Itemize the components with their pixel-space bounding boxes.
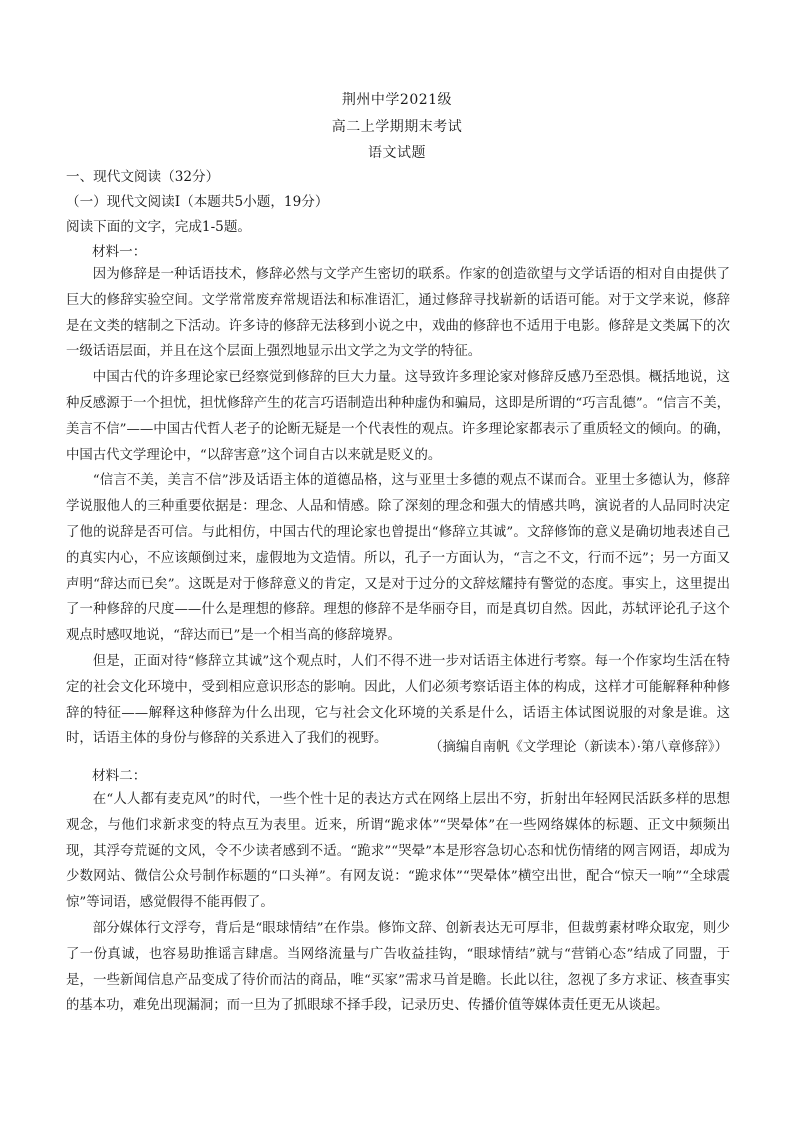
exam-title: 高二上学期期末考试 [331, 119, 463, 135]
material-one-label: 材料一： [92, 244, 147, 260]
material-two-paragraph: 部分媒体行文浮夸，背后是“眼球情结”在作祟。修饰文辞、创新表达无可厚非，但裁剪素材哗众取宠，则少了一份真诚，也容易助推谣言肆虐。当网络流量与广告收益挂钩，“眼球情结”就与“营销心态”结成了同盟，于是，一些新闻信息产品变成了待价而沽的商品，唯“买家”需求马首是瞻。长此以往，忽视了多方求证、核查事实的基本功，难免出现漏洞；而一旦为了抓眼球不择手段，记录历史、传播价值等媒体责任更无从谈起。 [66, 920, 730, 1014]
material-one-paragraph: 但是，正面对待“修辞立其诚”这个观点时，人们不得不进一步对话语主体进行考察。每一个作家均生活在特定的社会文化环境中，受到相应意识形态的影响。因此，人们必须考察话语主体的构成，这样才可能解释种种修辞的特征——解释这种修辞为什么出现，它与社会文化环境的关系是什么，话语主体试图说服的对象是谁。这时，话语主体的身份与修辞的关系进入了我们的视野。 [66, 653, 730, 747]
material-two-paragraph: 在“人人都有麦克风”的时代，一些个性十足的表达方式在网络上层出不穷，折射出年轻网民活跃多样的思想观念，与他们求新求变的特点互为表里。近来，所谓“跪求体”“哭晕体”在一些网络媒体的标题、正文中频频出现，其浮夸荒诞的文风，令不少读者感到不适。“跪求”“哭晕”本是形容急切心态和忧伤情绪的网言网语，却成为少数网站、微信公众号制作标题的“口头禅”。有网友说：“跪求体”“哭晕体”横空出世，配合“惊天一响”“全球震惊”等词语，感觉假得不能再假了。 [66, 792, 730, 911]
subject-title: 语文试题 [368, 145, 426, 161]
reading-instruction: 阅读下面的文字，完成1-5题。 [66, 219, 252, 235]
material-one-paragraph: 因为修辞是一种话语技术，修辞必然与文学产生密切的联系。作家的创造欲望与文学话语的相对自由提供了巨大的修辞实验空间。文学常常废弃常规语法和标准语汇，通过修辞寻找崭新的话语可能。对于文学来说，修辞是在文类的辖制之下活动。许多诗的修辞无法移到小说之中，戏曲的修辞也不适用于电影。修辞是文类属下的次一级话语层面，并且在这个层面上强烈地显示出文学之为文学的特征。 [66, 267, 730, 360]
school-title: 荆州中学2021级 [341, 92, 453, 108]
material-one-body [66, 262, 730, 752]
material-two-label: 材料二： [92, 768, 147, 784]
material-one-paragraph: “信言不美，美言不信”涉及话语主体的道德品格，这与亚里士多德的观点不谋而合。亚里士多德认为，修辞学说服他人的三种重要依据是：理念、人品和情感。除了深刻的理念和强大的情感共鸣，演说者的人品同时决定了他的说辞是否可信。与此相仿，中国古代的理论家也曾提出“修辞立其诚”。文辞修饰的意义是确切地表述自己的真实内心，不应该颠倒过来，虚假地为文造情。所以，孔子一方面认为，“言之不文，行而不远”；另一方面又声明“辞达而已矣”。这既是对于修辞意义的肯定，又是对于过分的文辞炫耀持有警觉的态度。事实上，这里提出了一种修辞的尺度——什么是理想的修辞。理想的修辞不是华丽夺目，而是真切自然。因此，苏轼评论孔子这个观点时感叹地说，“辞达而已”是一个相当高的修辞境界。 [66, 473, 730, 644]
material-one-source: （摘编自南帆《文学理论（新读本）·第八章修辞》） [429, 740, 728, 755]
section-heading: 一、现代文阅读（32分） [66, 169, 220, 185]
sub-section-heading: （一）现代文阅读Ⅰ（本题共5小题，19分） [66, 194, 329, 210]
material-two-body [66, 787, 730, 1019]
material-one-paragraph: 中国古代的许多理论家已经察觉到修辞的巨大力量。这导致许多理论家对修辞反感乃至恐惧。概括地说，这种反感源于一个担忧，担忧修辞产生的花言巧语制造出种种虚伪和骗局，这即是所谓的“巧言乱德”。“信言不美，美言不信”——中国古代哲人老子的论断无疑是一个代表性的观点。许多理论家都表示了重质轻文的倾向。的确，中国古代文学理论中，“以辞害意”这个词自古以来就是贬义的。 [66, 370, 730, 463]
